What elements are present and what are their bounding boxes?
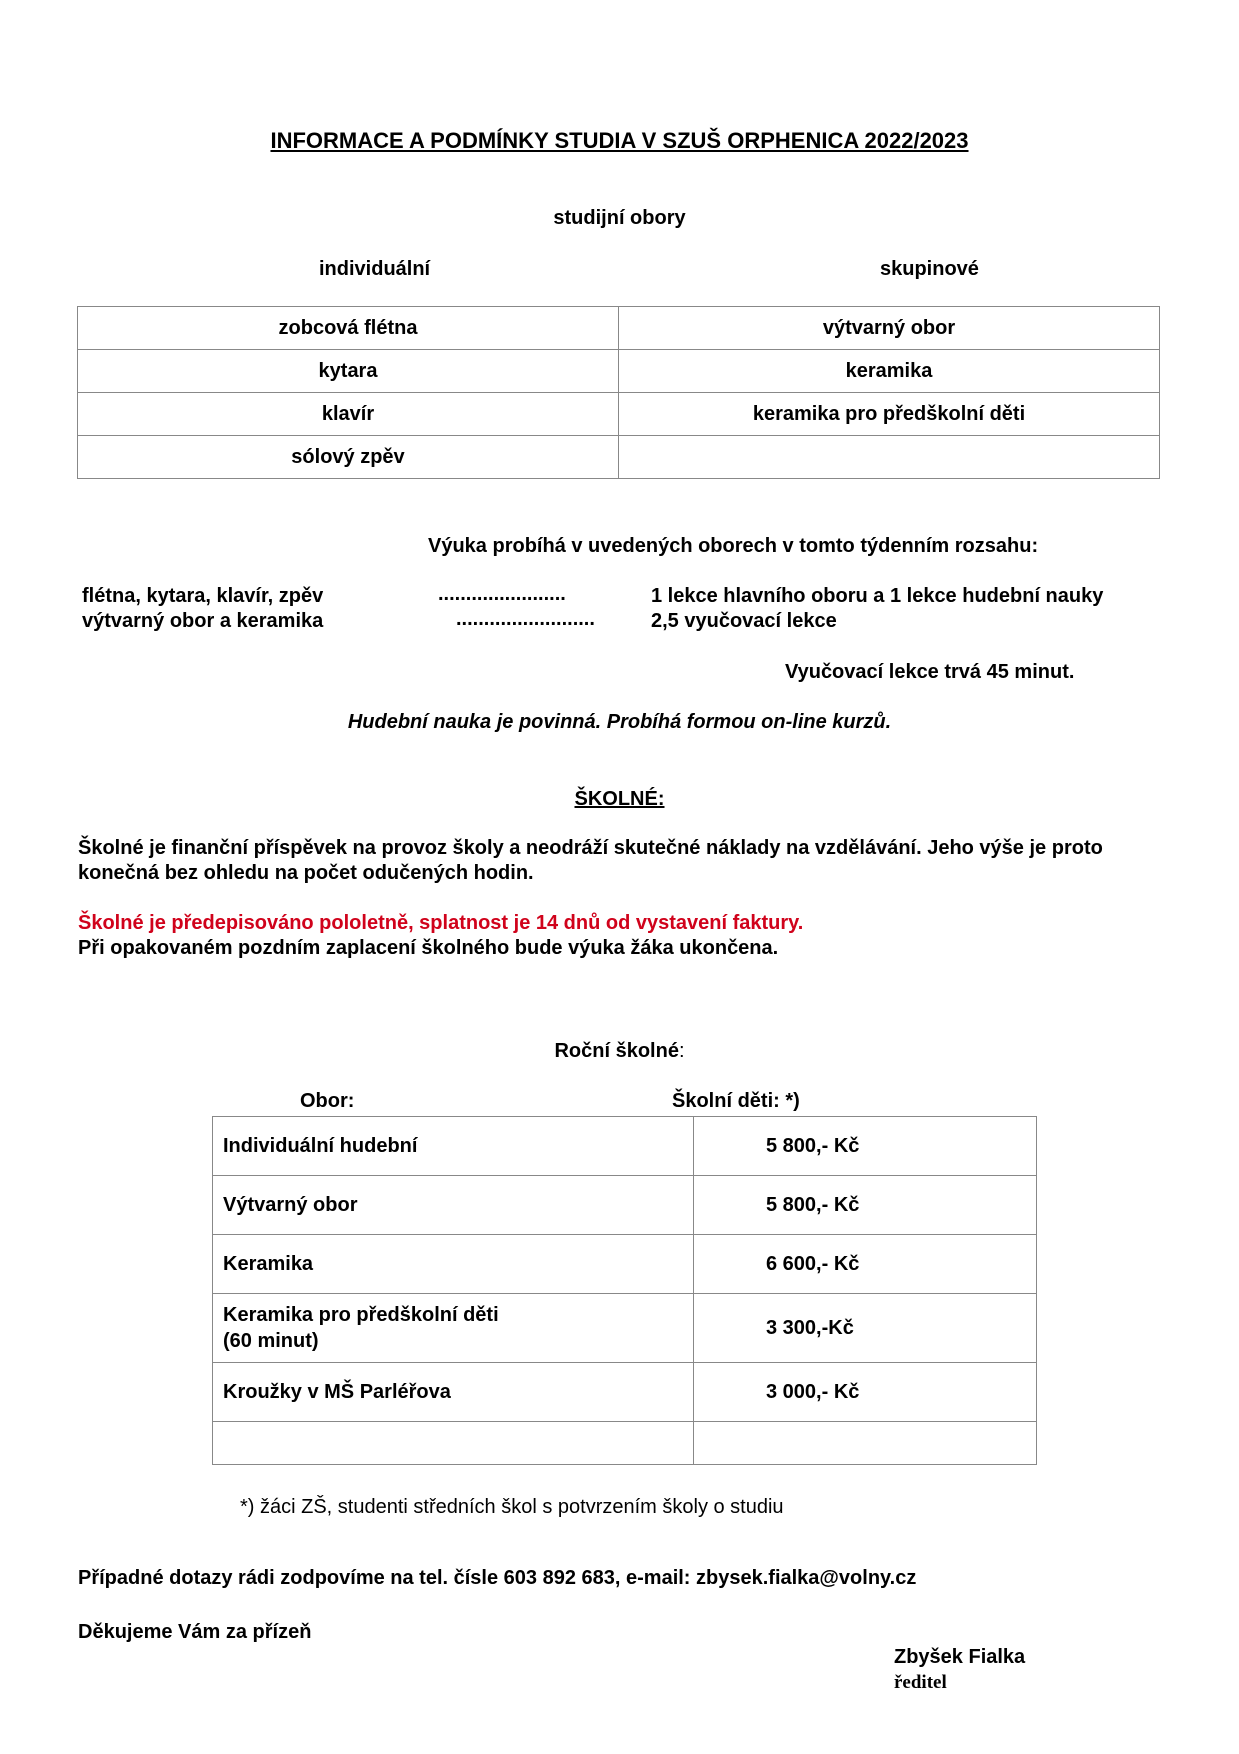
fee-obor-cell: Individuální hudební [213,1117,694,1176]
fees-column-obor: Obor: [300,1090,355,1112]
vyuka-rozsah-text: 1 lekce hlavního oboru a 1 lekce hudební nauky [651,585,1104,607]
annual-fees-heading-text: Roční školné [554,1040,679,1062]
late-payment-note: Při opakovaném pozdním zaplacení školného bude výuka žáka ukončena. [78,937,779,959]
group-obor-cell: keramika pro předškolní děti [619,393,1160,436]
table-row [213,1363,1037,1422]
tuition-heading: ŠKOLNÉ: [574,788,665,810]
fee-price-cell [694,1422,1037,1465]
table-row [213,1422,1037,1465]
fee-obor-cell: Výtvarný obor [213,1176,694,1235]
individual-obor-cell: klavír [78,393,619,436]
individual-column-label: individuální [319,258,431,280]
vyuka-heading: Výuka probíhá v uvedených oborech v tomto týdenním rozsahu: [428,535,1039,557]
group-obor-cell [619,436,1160,479]
table-row [213,1294,1037,1363]
obory-table [77,306,1160,479]
fees-table [212,1116,1037,1465]
fees-column-deti: Školní děti: *) [672,1090,800,1112]
page-title: INFORMACE A PODMÍNKY STUDIA V SZUŠ ORPHENICA 2022/2023 [270,128,969,153]
individual-obor-cell: sólový zpěv [78,436,619,479]
fee-obor-line: Keramika pro předškolní děti [223,1304,499,1326]
annual-fees-heading-colon: : [678,1040,685,1062]
vyuka-obor-text: flétna, kytara, klavír, zpěv [82,585,324,607]
fee-obor-line: (60 minut) [223,1330,319,1352]
fee-price-cell: 3 300,-Kč [694,1294,1037,1363]
lesson-length-note: Vyučovací lekce trvá 45 minut. [785,661,1075,683]
fee-obor-cell: Keramika [213,1235,694,1294]
table-row [78,307,1160,350]
annual-fees-heading [0,1040,1239,1063]
table-row [213,1235,1037,1294]
table-row [78,393,1160,436]
group-obor-cell: výtvarný obor [619,307,1160,350]
fee-obor-cell [213,1294,694,1363]
table-row [213,1176,1037,1235]
vyuka-leader-dots: ....................... [438,583,566,605]
fee-obor-cell: Kroužky v MŠ Parléřova [213,1363,694,1422]
thanks-line: Děkujeme Vám za přízeň [78,1621,312,1643]
contact-line: Případné dotazy rádi zodpovíme na tel. čísle 603 892 683, e-mail: zbysek.fialka@volny.cz [78,1567,917,1589]
tuition-payment-note: Školné je předepisováno pololetně, splatnost je 14 dnů od vystavení faktury. [78,912,804,934]
table-row [213,1117,1037,1176]
signature-role: ředitel [894,1672,947,1693]
group-obor-cell: keramika [619,350,1160,393]
fee-price-cell: 5 800,- Kč [694,1117,1037,1176]
vyuka-leader-dots: ......................... [456,608,595,630]
table-row [78,350,1160,393]
table-row [78,436,1160,479]
obory-heading: studijní obory [553,207,686,229]
fee-price-cell: 5 800,- Kč [694,1176,1037,1235]
individual-obor-cell: kytara [78,350,619,393]
vyuka-rozsah-text: 2,5 vyučovací lekce [651,610,837,632]
music-theory-note: Hudební nauka je povinná. Probíhá formou on-line kurzů. [347,711,892,733]
fees-footnote: *) žáci ZŠ, studenti středních škol s potvrzením školy o studiu [240,1496,784,1518]
fee-obor-cell [213,1422,694,1465]
group-column-label: skupinové [880,258,979,280]
signature-name: Zbyšek Fialka [894,1646,1026,1668]
fee-price-cell: 3 000,- Kč [694,1363,1037,1422]
tuition-paragraph: Školné je finanční příspěvek na provoz školy a neodráží skutečné náklady na vzdělávání. Jeho výše je proto konečná bez ohledu na počet odučených hodin. [78,837,1103,884]
fee-price-cell: 6 600,- Kč [694,1235,1037,1294]
individual-obor-cell: zobcová flétna [78,307,619,350]
vyuka-obor-text: výtvarný obor a keramika [82,610,324,632]
